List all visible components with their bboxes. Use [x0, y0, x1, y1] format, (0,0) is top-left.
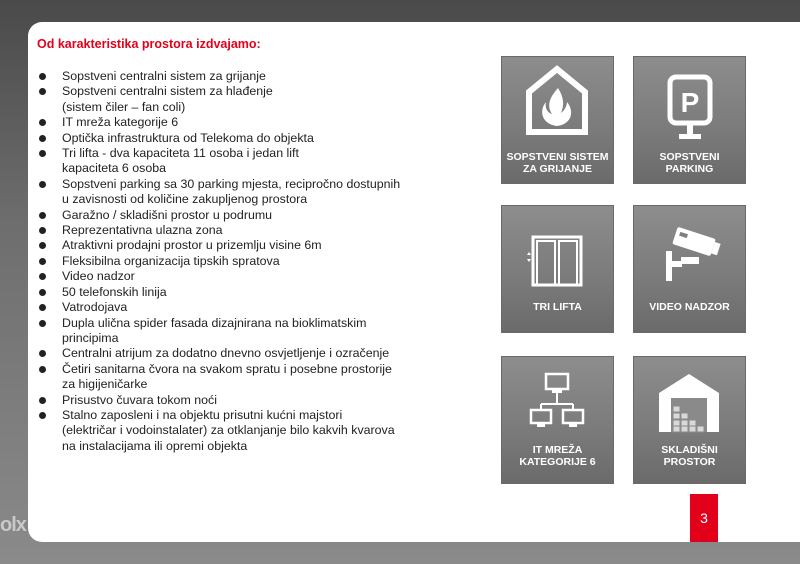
feature-text: Tri lifta - dva kapaciteta 11 osoba i jedan lift kapaciteta 6 osoba	[62, 146, 299, 176]
feature-text: Sopstveni parking sa 30 parking mjesta, recipročno dostupnih u zavisnosti od količine zakupljenog prostora	[62, 176, 401, 207]
tile-heating	[501, 56, 614, 184]
tile-label: VIDEO NADZOR	[649, 301, 730, 313]
feature-text: IT mreža kategorije 6	[62, 115, 179, 130]
feature-item	[37, 346, 457, 361]
bullet-icon	[39, 273, 46, 280]
bullet-icon	[39, 73, 46, 80]
feature-item	[37, 316, 457, 347]
feature-item	[37, 300, 457, 315]
feature-text: Vatrodojava	[62, 300, 128, 315]
bullet-icon	[39, 289, 46, 296]
bullet-icon	[39, 119, 46, 126]
tile-network	[501, 356, 614, 484]
svg-text:P: P	[680, 87, 700, 118]
feature-text: Sopstveni centralni sistem za hlađenje (sistem čiler – fan coli)	[62, 84, 273, 114]
tile-label: IT MREŽA KATEGORIJE 6	[519, 444, 596, 468]
tile-warehouse	[633, 356, 746, 484]
feature-item	[37, 131, 457, 146]
feature-text: Centralni atrijum za dodatno dnevno osvjetljenje i ozračenje	[62, 346, 390, 361]
bullet-icon	[39, 258, 46, 265]
feature-item	[37, 84, 457, 115]
feature-text: 50 telefonskih linija	[62, 284, 167, 299]
feature-item	[37, 238, 457, 253]
feature-item	[37, 69, 457, 84]
feature-text: Sopstveni centralni sistem za grijanje	[62, 69, 266, 83]
feature-text: Prisustvo čuvara tokom noći	[62, 392, 217, 407]
feature-text: Fleksibilna organizacija tipskih spratova	[62, 253, 280, 268]
bullet-icon	[39, 212, 46, 219]
bullet-icon	[39, 181, 46, 188]
security-camera-icon	[633, 205, 746, 333]
feature-text: Atraktivni prodajni prostor u prizemlju visine 6m	[62, 238, 322, 253]
tile-parking	[633, 56, 746, 184]
feature-text: Optička infrastruktura od Telekoma do objekta	[62, 130, 314, 145]
feature-item	[37, 269, 457, 284]
feature-list	[37, 69, 457, 454]
feature-item	[37, 223, 457, 238]
bullet-icon	[39, 135, 46, 142]
page-number: 3	[690, 494, 718, 542]
tile-label: SOPSTVENI PARKING	[659, 151, 720, 175]
feature-item	[37, 362, 457, 393]
tile-label: SOPSTVENI SISTEM ZA GRIJANJE	[506, 151, 609, 175]
bullet-icon	[39, 304, 46, 311]
bullet-icon	[39, 242, 46, 249]
feature-item	[37, 177, 457, 208]
feature-item	[37, 254, 457, 269]
bullet-icon	[39, 150, 46, 157]
feature-text: Četiri sanitarna čvora na svakom spratu i posebne prostorije za higijeničarke	[62, 361, 392, 392]
bullet-icon	[39, 88, 46, 95]
bullet-icon	[39, 366, 46, 373]
bullet-icon	[39, 227, 46, 234]
bullet-icon	[39, 397, 46, 404]
bullet-icon	[39, 320, 46, 327]
feature-item	[37, 408, 457, 454]
feature-item	[37, 146, 457, 177]
feature-item	[37, 115, 457, 130]
feature-text: Dupla ulična spider fasada dizajnirana na bioklimatskim principima	[62, 315, 367, 345]
tile-label: SKLADIŠNI PROSTOR	[661, 444, 718, 468]
feature-text: Stalno zaposleni i na objektu prisutni kućni majstori (električar i vodoinstalater) za otklanjanje bilo kakvih kvarova na instalacijama ili opremi objekta	[62, 407, 395, 453]
feature-item	[37, 285, 457, 300]
feature-text: Reprezentativna ulazna zona	[62, 223, 223, 238]
tile-camera	[633, 205, 746, 333]
tile-elevator	[501, 205, 614, 333]
elevator-icon	[501, 205, 614, 333]
feature-item	[37, 393, 457, 408]
section-heading: Od karakteristika prostora izdvajamo:	[37, 37, 261, 51]
feature-text: Garažno / skladišni prostor u podrumu	[62, 207, 273, 222]
tile-label: TRI LIFTA	[533, 301, 582, 313]
feature-text: Video nadzor	[62, 269, 135, 284]
feature-item	[37, 208, 457, 223]
bullet-icon	[39, 412, 46, 419]
watermark-logo: olx	[0, 514, 26, 536]
bullet-icon	[39, 350, 46, 357]
